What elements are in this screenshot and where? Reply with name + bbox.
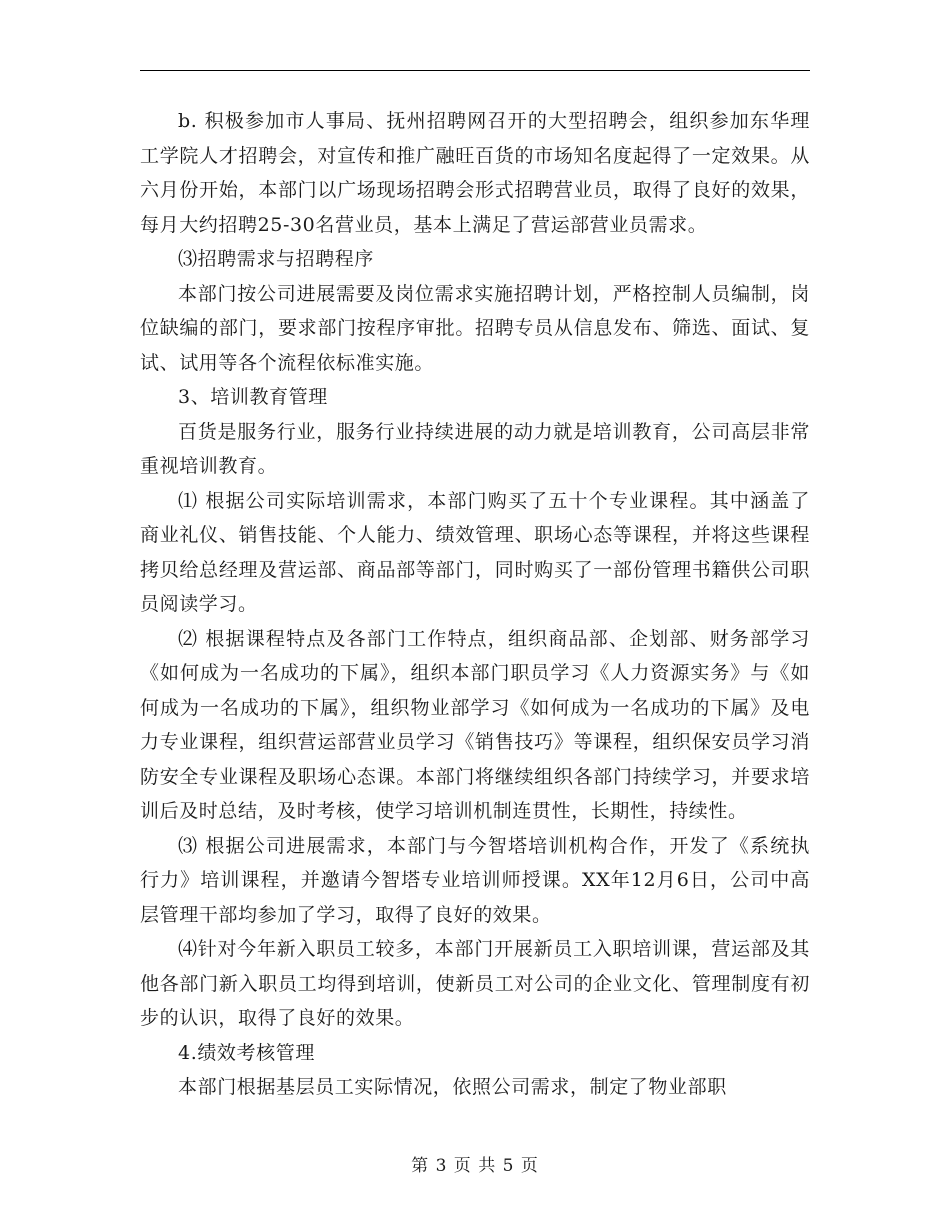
paragraph-training-intro: 百货是服务行业，服务行业持续进展的动力就是培训教育，公司高层非常重视培训教育。 [140, 420, 810, 477]
heading-training: 3、培训教育管理 [178, 386, 328, 408]
paragraph-training-item-2: ⑵ 根据课程特点及各部门工作特点，组织商品部、企划部、财务部学习《如何成为一名成功的下属》，组织本部门职员学习《人力资源实务》与《如何成为一名成功的下属》，组织物业部学习《如何成为一名成功的下属》及电力专业课程，组织营运部营业员学习《销售技巧》等课程，组织保安员学习消防安全专业课程及职场心态课。本部门将继续组织各部门持续学习，并要求培训后及时总结，及时考核，使学习培训机制连贯性，长期性，持续性。 [140, 627, 810, 822]
paragraph-recruitment-fairs: b. 积极参加市人事局、抚州招聘网召开的大型招聘会，组织参加东华理工学院人才招聘会，对宣传和推广融旺百货的市场知名度起得了一定效果。从六月份开始，本部门以广场现场招聘会形式招聘营业员，取得了良好的效果，每月大约招聘25-30名营业员，基本上满足了营运部营业员需求。 [140, 110, 810, 236]
paragraph-performance: 本部门根据基层员工实际情况，依照公司需求，制定了物业部职 [178, 1076, 727, 1098]
header-rule [140, 70, 810, 71]
paragraph-training-item-4: ⑷针对今年新入职员工较多，本部门开展新员工入职培训课，营运部及其他各部门新入职员工均得到培训，使新员工对公司的企业文化、管理制度有初步的认识，取得了良好的效果。 [140, 938, 810, 1029]
paragraph-recruitment-plan: 本部门按公司进展需要及岗位需求实施招聘计划，严格控制人员编制，岗位缺编的部门，要求部门按程序审批。招聘专员从信息发布、筛选、面试、复试、试用等各个流程依标准实施。 [140, 282, 810, 374]
heading-recruitment-process: ⑶招聘需求与招聘程序 [178, 248, 375, 270]
paragraph-training-item-1: ⑴ 根据公司实际培训需求，本部门购买了五十个专业课程。其中涵盖了商业礼仪、销售技能、个人能力、绩效管理、职场心态等课程，并将这些课程拷贝给总经理及营运部、商品部等部门，同时购买了一部份管理书籍供公司职员阅读学习。 [140, 489, 810, 615]
document-body [140, 104, 810, 1105]
paragraph-training-item-3: ⑶ 根据公司进展需求，本部门与今智塔培训机构合作，开发了《系统执行力》培训课程，并邀请今智塔专业培训师授课。XX年12月6日，公司中高层管理干部均参加了学习，取得了良好的效果。 [140, 834, 810, 926]
heading-performance: 4.绩效考核管理 [178, 1041, 315, 1064]
page-number: 第 3 页 共 5 页 [411, 1156, 539, 1176]
